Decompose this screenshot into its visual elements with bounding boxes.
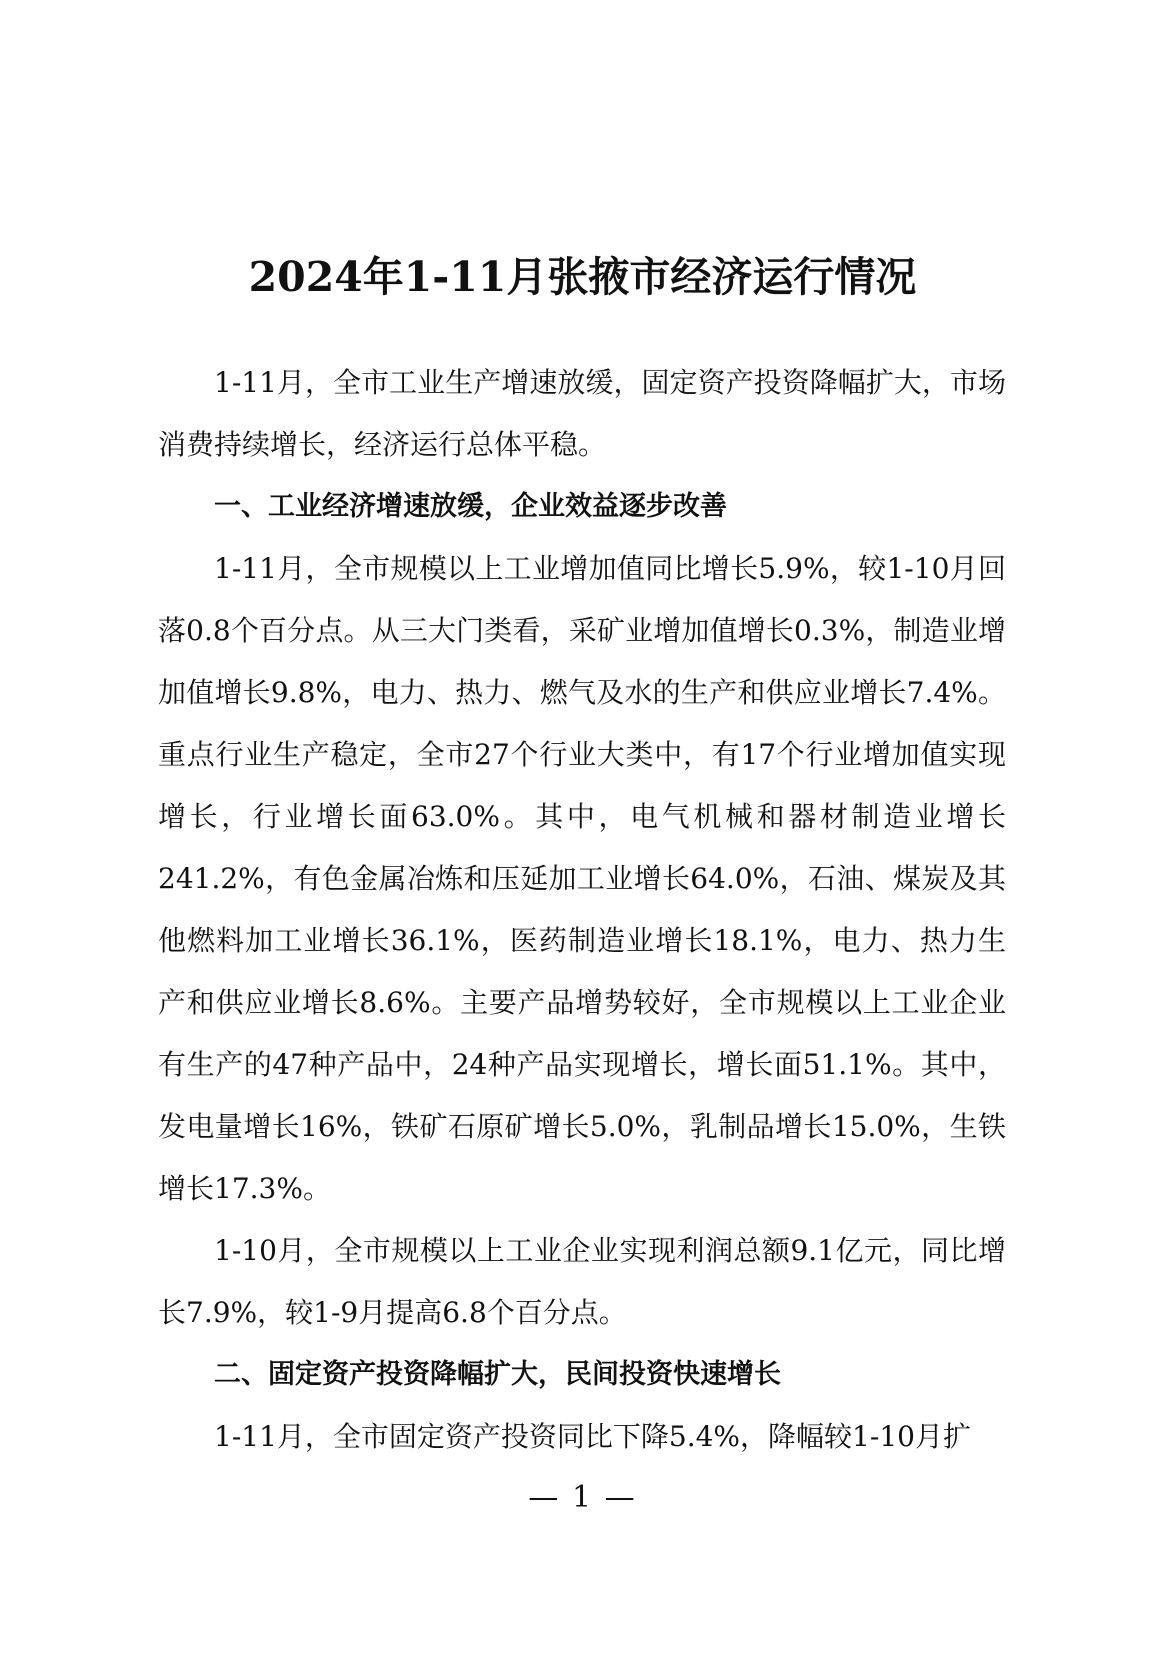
profit-paragraph: 1-10月，全市规模以上工业企业实现利润总额9.1亿元，同比增长7.9%，较1-9月提高6.8个百分点。 (158, 1234, 1006, 1329)
document-body (158, 352, 1006, 1468)
investment-paragraph: 1-11月，全市固定资产投资同比下降5.4%，降幅较1-10月扩 (214, 1420, 971, 1453)
document-title: 2024年1-11月张掖市经济运行情况 (248, 253, 917, 302)
intro-paragraph: 1-11月，全市工业生产增速放缓，固定资产投资降幅扩大，市场消费持续增长，经济运行总体平稳。 (158, 366, 1006, 461)
industry-paragraph: 1-11月，全市规模以上工业增加值同比增长5.9%，较1-10月回落0.8个百分点。从三大门类看，采矿业增加值增长0.3%，制造业增加值增长9.8%，电力、热力、燃气及水的生产和供应业增长7.4%。重点行业生产稳定，全市27个行业大类中，有17个行业增加值实现增长，行业增长面63.0%。其中，电气机械和器材制造业增长241.2%，有色金属冶炼和压延加工业增长64.0%，石油、煤炭及其他燃料加工业增长36.1%，医药制造业增长18.1%，电力、热力生产和供应业增长8.6%。主要产品增势较好，全市规模以上工业企业有生产的47种产品中，24种产品实现增长，增长面51.1%。其中，发电量增长16%，铁矿石原矿增长5.0%，乳制品增长15.0%，生铁增长17.3%。 (158, 552, 1006, 1205)
section-heading-investment: 二、固定资产投资降幅扩大，民间投资快速增长 (214, 1359, 781, 1390)
section-heading-industry: 一、工业经济增速放缓，企业效益逐步改善 (214, 491, 727, 522)
page-number: — 1 — (528, 1480, 637, 1515)
